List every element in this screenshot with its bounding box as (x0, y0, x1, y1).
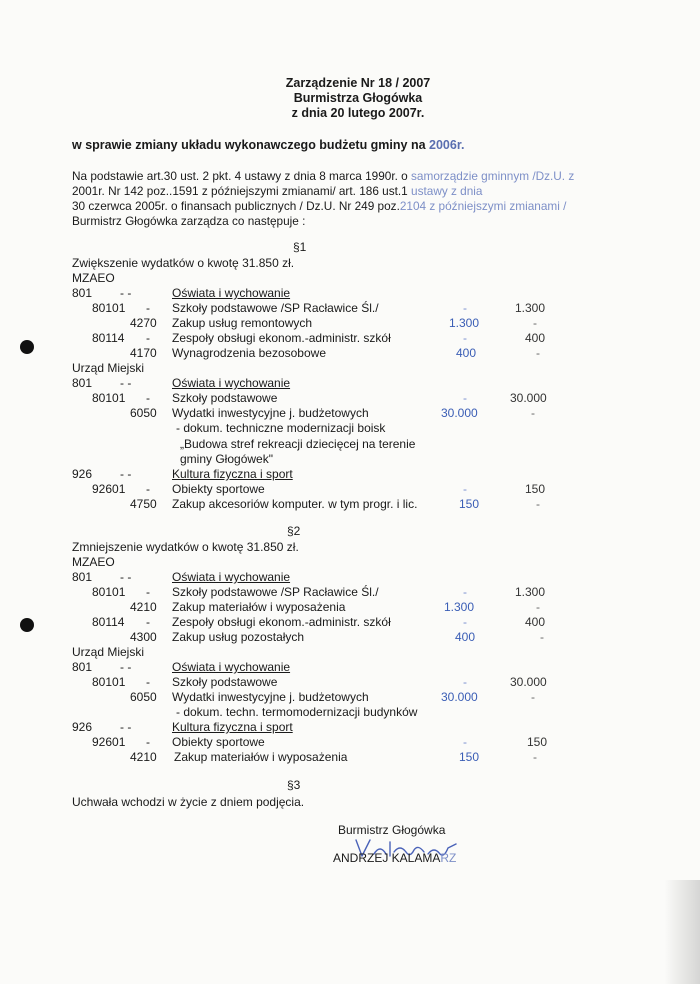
amount-right: 30.000 (510, 391, 547, 405)
section-92601-name: Obiekty sportowe (172, 735, 265, 749)
chapter-801: 801 (72, 376, 93, 390)
investment-detail: gminy Głogówek" (180, 452, 273, 466)
header-issuer: Burmistrza Głogówka (293, 91, 423, 105)
paragraph-4210-name: Zakup materiałów i wyposażenia (174, 750, 348, 764)
row-dashes: - - (120, 376, 132, 390)
section-2-intro: Zmniejszenie wydatków o kwotę 31.850 zł. (72, 540, 299, 554)
amount-dash: - (531, 406, 535, 420)
amount-left: 400 (455, 630, 476, 644)
chapter-926: 926 (72, 467, 93, 481)
amount-dash: - (531, 690, 535, 704)
amount-left: 30.000 (441, 406, 478, 420)
section-80114: 80114 (92, 331, 125, 345)
paragraph-4270: 4270 (130, 316, 157, 330)
row-dashes: - - (120, 660, 132, 674)
unit-urzad: Urząd Miejski (72, 645, 145, 659)
section-80101-name: Szkoły podstawowe /SP Racławice Śl./ (172, 301, 379, 315)
chapter-801-name: Oświata i wychowanie (172, 286, 291, 300)
header-title: Zarządzenie Nr 18 / 2007 (285, 76, 431, 90)
section-3-title: §3 (287, 778, 301, 792)
amount-dash: - (533, 750, 537, 764)
paragraph-4170-name: Wynagrodzenia bezosobowe (172, 346, 326, 360)
paragraph-6050: 6050 (130, 406, 157, 420)
section-80101: 80101 (92, 585, 126, 599)
amount-dash: - (536, 600, 540, 614)
row-dash: - (146, 735, 150, 749)
row-dash: - (146, 301, 150, 315)
row-dashes: - - (120, 286, 132, 300)
preamble-text: 2001r. Nr 142 poz..1591 z późniejszymi zmianami/ art. 186 ust.1 (72, 184, 412, 198)
row-dash: - (146, 615, 150, 629)
chapter-801-name: Oświata i wychowanie (172, 570, 291, 584)
punch-hole-bottom (20, 618, 34, 632)
unit-mzaeo: MZAEO (72, 555, 115, 569)
chapter-926-name: Kultura fizyczna i sport (172, 720, 293, 734)
chapter-926: 926 (72, 720, 93, 734)
subject-year: 2006r. (429, 138, 465, 152)
section-1-title: §1 (293, 240, 307, 254)
paragraph-4750: 4750 (130, 497, 157, 511)
section-80101: 80101 (92, 675, 126, 689)
subject-text: w sprawie zmiany układu wykonawczego budżetu gminy na (72, 138, 430, 152)
preamble-text-faint: ustawy z dnia (411, 184, 483, 198)
amount-dash: - (463, 585, 467, 599)
amount-dash: - (533, 316, 537, 330)
chapter-926-name: Kultura fizyczna i sport (172, 467, 293, 481)
row-dashes: - - (120, 570, 132, 584)
amount-right: 400 (525, 615, 546, 629)
punch-hole-top (20, 340, 34, 354)
amount-dash: - (463, 735, 467, 749)
row-dash: - (146, 391, 150, 405)
section-1-intro: Zwiększenie wydatków o kwotę 31.850 zł. (72, 256, 295, 270)
signature-name (333, 851, 456, 865)
paragraph-4300-name: Zakup usług pozostałych (172, 630, 305, 644)
amount-right: 1.300 (515, 301, 546, 315)
chapter-801-name: Oświata i wychowanie (172, 376, 291, 390)
preamble-line-2 (72, 184, 483, 198)
paragraph-4270-name: Zakup usług remontowych (172, 316, 313, 330)
chapter-801: 801 (72, 286, 93, 300)
paragraph-6050-name: Wydatki inwestycyjne j. budżetowych (172, 690, 369, 704)
amount-dash: - (463, 331, 467, 345)
signature-name-faint: RZ (440, 851, 457, 865)
paragraph-4210: 4210 (130, 750, 157, 764)
section-92601: 92601 (92, 482, 126, 496)
section-92601: 92601 (92, 735, 126, 749)
preamble-text-faint: 2104 z późniejszymi zmianami / (399, 199, 567, 213)
preamble-text: 30 czerwca 2005r. o finansach publicznych / Dz.U. Nr 249 poz. (72, 199, 400, 213)
row-dashes: - - (120, 720, 132, 734)
section-3-text: Uchwała wchodzi w życie z dniem podjęcia. (72, 795, 305, 809)
amount-dash: - (536, 497, 540, 511)
unit-mzaeo: MZAEO (72, 271, 115, 285)
amount-right: 1.300 (515, 585, 546, 599)
amount-left: 150 (459, 750, 480, 764)
row-dash: - (146, 331, 150, 345)
amount-right: 150 (527, 735, 548, 749)
amount-left: 150 (459, 497, 480, 511)
amount-right: 30.000 (510, 675, 547, 689)
amount-right: 150 (525, 482, 546, 496)
row-dash: - (146, 585, 150, 599)
paragraph-4170: 4170 (130, 346, 157, 360)
section-80101-name: Szkoły podstawowe (172, 675, 278, 689)
investment-detail: - dokum. techn. termomodernizacji budynków (176, 705, 418, 719)
row-dash: - (146, 675, 150, 689)
chapter-801-name: Oświata i wychowanie (172, 660, 291, 674)
amount-left: 1.300 (449, 316, 480, 330)
signature-title: Burmistrz Głogówka (338, 823, 446, 837)
amount-dash: - (463, 391, 467, 405)
paper-edge-shadow (664, 880, 700, 984)
amount-dash: - (463, 482, 467, 496)
amount-left: 1.300 (444, 600, 475, 614)
amount-left: 400 (456, 346, 477, 360)
preamble-line-3 (72, 199, 566, 213)
amount-right: 400 (525, 331, 546, 345)
paragraph-4750-name: Zakup akcesoriów komputer. w tym progr. i lic. (172, 497, 418, 511)
investment-detail: - dokum. techniczne modernizacji boisk (176, 421, 386, 435)
paragraph-4210: 4210 (130, 600, 157, 614)
row-dashes: - - (120, 467, 132, 481)
section-80114: 80114 (92, 615, 125, 629)
preamble-line-1 (72, 169, 574, 183)
row-dash: - (146, 482, 150, 496)
amount-dash: - (540, 630, 544, 644)
subject-line (72, 138, 465, 152)
signature-name-text: ANDRZEJ KALAMA (333, 851, 441, 865)
amount-dash: - (463, 301, 467, 315)
section-2-title: §2 (287, 524, 301, 538)
chapter-801: 801 (72, 660, 93, 674)
section-80101-name: Szkoły podstawowe /SP Racławice Śl./ (172, 585, 379, 599)
section-80114-name: Zespoły obsługi ekonom.-administr. szkół (172, 331, 391, 345)
section-92601-name: Obiekty sportowe (172, 482, 265, 496)
header-date: z dnia 20 lutego 2007r. (291, 106, 425, 120)
amount-dash: - (536, 346, 540, 360)
paragraph-4300: 4300 (130, 630, 157, 644)
section-80101-name: Szkoły podstawowe (172, 391, 278, 405)
unit-urzad: Urząd Miejski (72, 361, 145, 375)
preamble-line-4: Burmistrz Głogówka zarządza co następuje : (72, 214, 306, 228)
preamble-text: Na podstawie art.30 ust. 2 pkt. 4 ustawy z dnia 8 marca 1990r. o (72, 169, 412, 183)
section-80101: 80101 (92, 391, 126, 405)
preamble-text-faint: samorządzie gminnym /Dz.U. z (411, 169, 575, 183)
chapter-801: 801 (72, 570, 93, 584)
amount-dash: - (463, 675, 467, 689)
investment-detail: „Budowa stref rekreacji dziecięcej na terenie (180, 437, 416, 451)
amount-left: 30.000 (441, 690, 478, 704)
amount-dash: - (463, 615, 467, 629)
section-80114-name: Zespoły obsługi ekonom.-administr. szkół (172, 615, 391, 629)
paragraph-6050: 6050 (130, 690, 157, 704)
paragraph-6050-name: Wydatki inwestycyjne j. budżetowych (172, 406, 369, 420)
paragraph-4210-name: Zakup materiałów i wyposażenia (172, 600, 346, 614)
section-80101: 80101 (92, 301, 126, 315)
